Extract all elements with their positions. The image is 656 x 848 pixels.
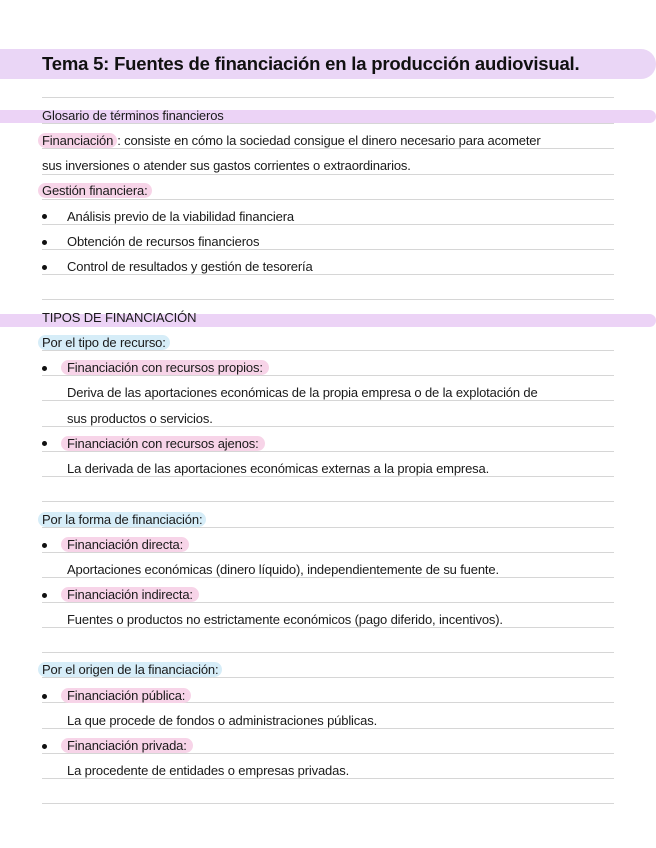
origen-item-term-line xyxy=(67,688,191,704)
recurso-item-desc: Deriva de las aportaciones económicas de la propia empresa o de la explotación de xyxy=(67,385,538,400)
recurso-label-line xyxy=(42,335,170,351)
recurso-item-term-line xyxy=(67,436,265,452)
origen-item-term-line xyxy=(67,738,193,754)
bullet-icon xyxy=(42,366,47,371)
gestion-item: Obtención de recursos financieros xyxy=(67,234,260,249)
financiacion-definition-line-1 xyxy=(42,133,541,149)
origen-item-term: Financiación pública: xyxy=(61,688,191,703)
gestion-financiera-term: Gestión financiera: xyxy=(38,183,152,198)
ruled-line xyxy=(42,174,614,175)
gestion-item: Control de resultados y gestión de tesorería xyxy=(67,259,313,274)
gestion-item: Análisis previo de la viabilidad financiera xyxy=(67,209,294,224)
bullet-icon xyxy=(42,593,47,598)
bullet-icon xyxy=(42,265,47,270)
recurso-item-term: Financiación con recursos propios: xyxy=(61,360,269,375)
glosario-header: Glosario de términos financieros xyxy=(42,108,224,123)
forma-item-term-line xyxy=(67,537,189,553)
forma-item-desc: Aportaciones económicas (dinero líquido), independientemente de su fuente. xyxy=(67,562,499,577)
bullet-icon xyxy=(42,694,47,699)
origen-item-term: Financiación privada: xyxy=(61,738,193,753)
forma-label-line xyxy=(42,512,206,528)
bullet-icon xyxy=(42,441,47,446)
financiacion-definition-line-2: sus inversiones o atender sus gastos corrientes o extraordinarios. xyxy=(42,158,411,173)
forma-item-desc: Fuentes o productos no estrictamente económicos (pago diferido, incentivos). xyxy=(67,612,503,627)
ruled-line xyxy=(42,299,614,300)
ruled-line xyxy=(42,97,614,98)
recurso-item-desc: La derivada de las aportaciones económicas externas a la propia empresa. xyxy=(67,461,490,476)
forma-item-term-line xyxy=(67,587,199,603)
ruled-line xyxy=(42,199,614,200)
ruled-line xyxy=(42,652,614,653)
origen-label: Por el origen de la financiación: xyxy=(38,662,222,677)
tipos-header: TIPOS DE FINANCIACIÓN xyxy=(42,310,197,325)
recurso-item-term: Financiación con recursos ajenos: xyxy=(61,436,265,451)
recurso-label: Por el tipo de recurso: xyxy=(38,335,170,350)
bullet-icon xyxy=(42,240,47,245)
origen-item-desc: La procedente de entidades o empresas privadas. xyxy=(67,763,350,778)
forma-label: Por la forma de financiación: xyxy=(38,512,206,527)
bullet-icon xyxy=(42,543,47,548)
ruled-line xyxy=(42,803,614,804)
financiacion-term: Financiación xyxy=(38,133,117,148)
financiacion-def-text: : consiste en cómo la sociedad consigue el dinero necesario para acometer xyxy=(117,133,541,148)
bullet-icon xyxy=(42,744,47,749)
page-title: Tema 5: Fuentes de financiación en la producción audiovisual. xyxy=(42,53,580,74)
forma-item-term: Financiación indirecta: xyxy=(61,587,199,602)
recurso-item-term-line xyxy=(67,360,269,376)
origen-label-line xyxy=(42,662,222,678)
bullet-icon xyxy=(42,214,47,219)
origen-item-desc: La que procede de fondos o administraciones públicas. xyxy=(67,713,378,728)
recurso-item-desc: sus productos o servicios. xyxy=(67,411,213,426)
gestion-financiera-line xyxy=(42,183,152,199)
forma-item-term: Financiación directa: xyxy=(61,537,189,552)
ruled-line xyxy=(42,501,614,502)
